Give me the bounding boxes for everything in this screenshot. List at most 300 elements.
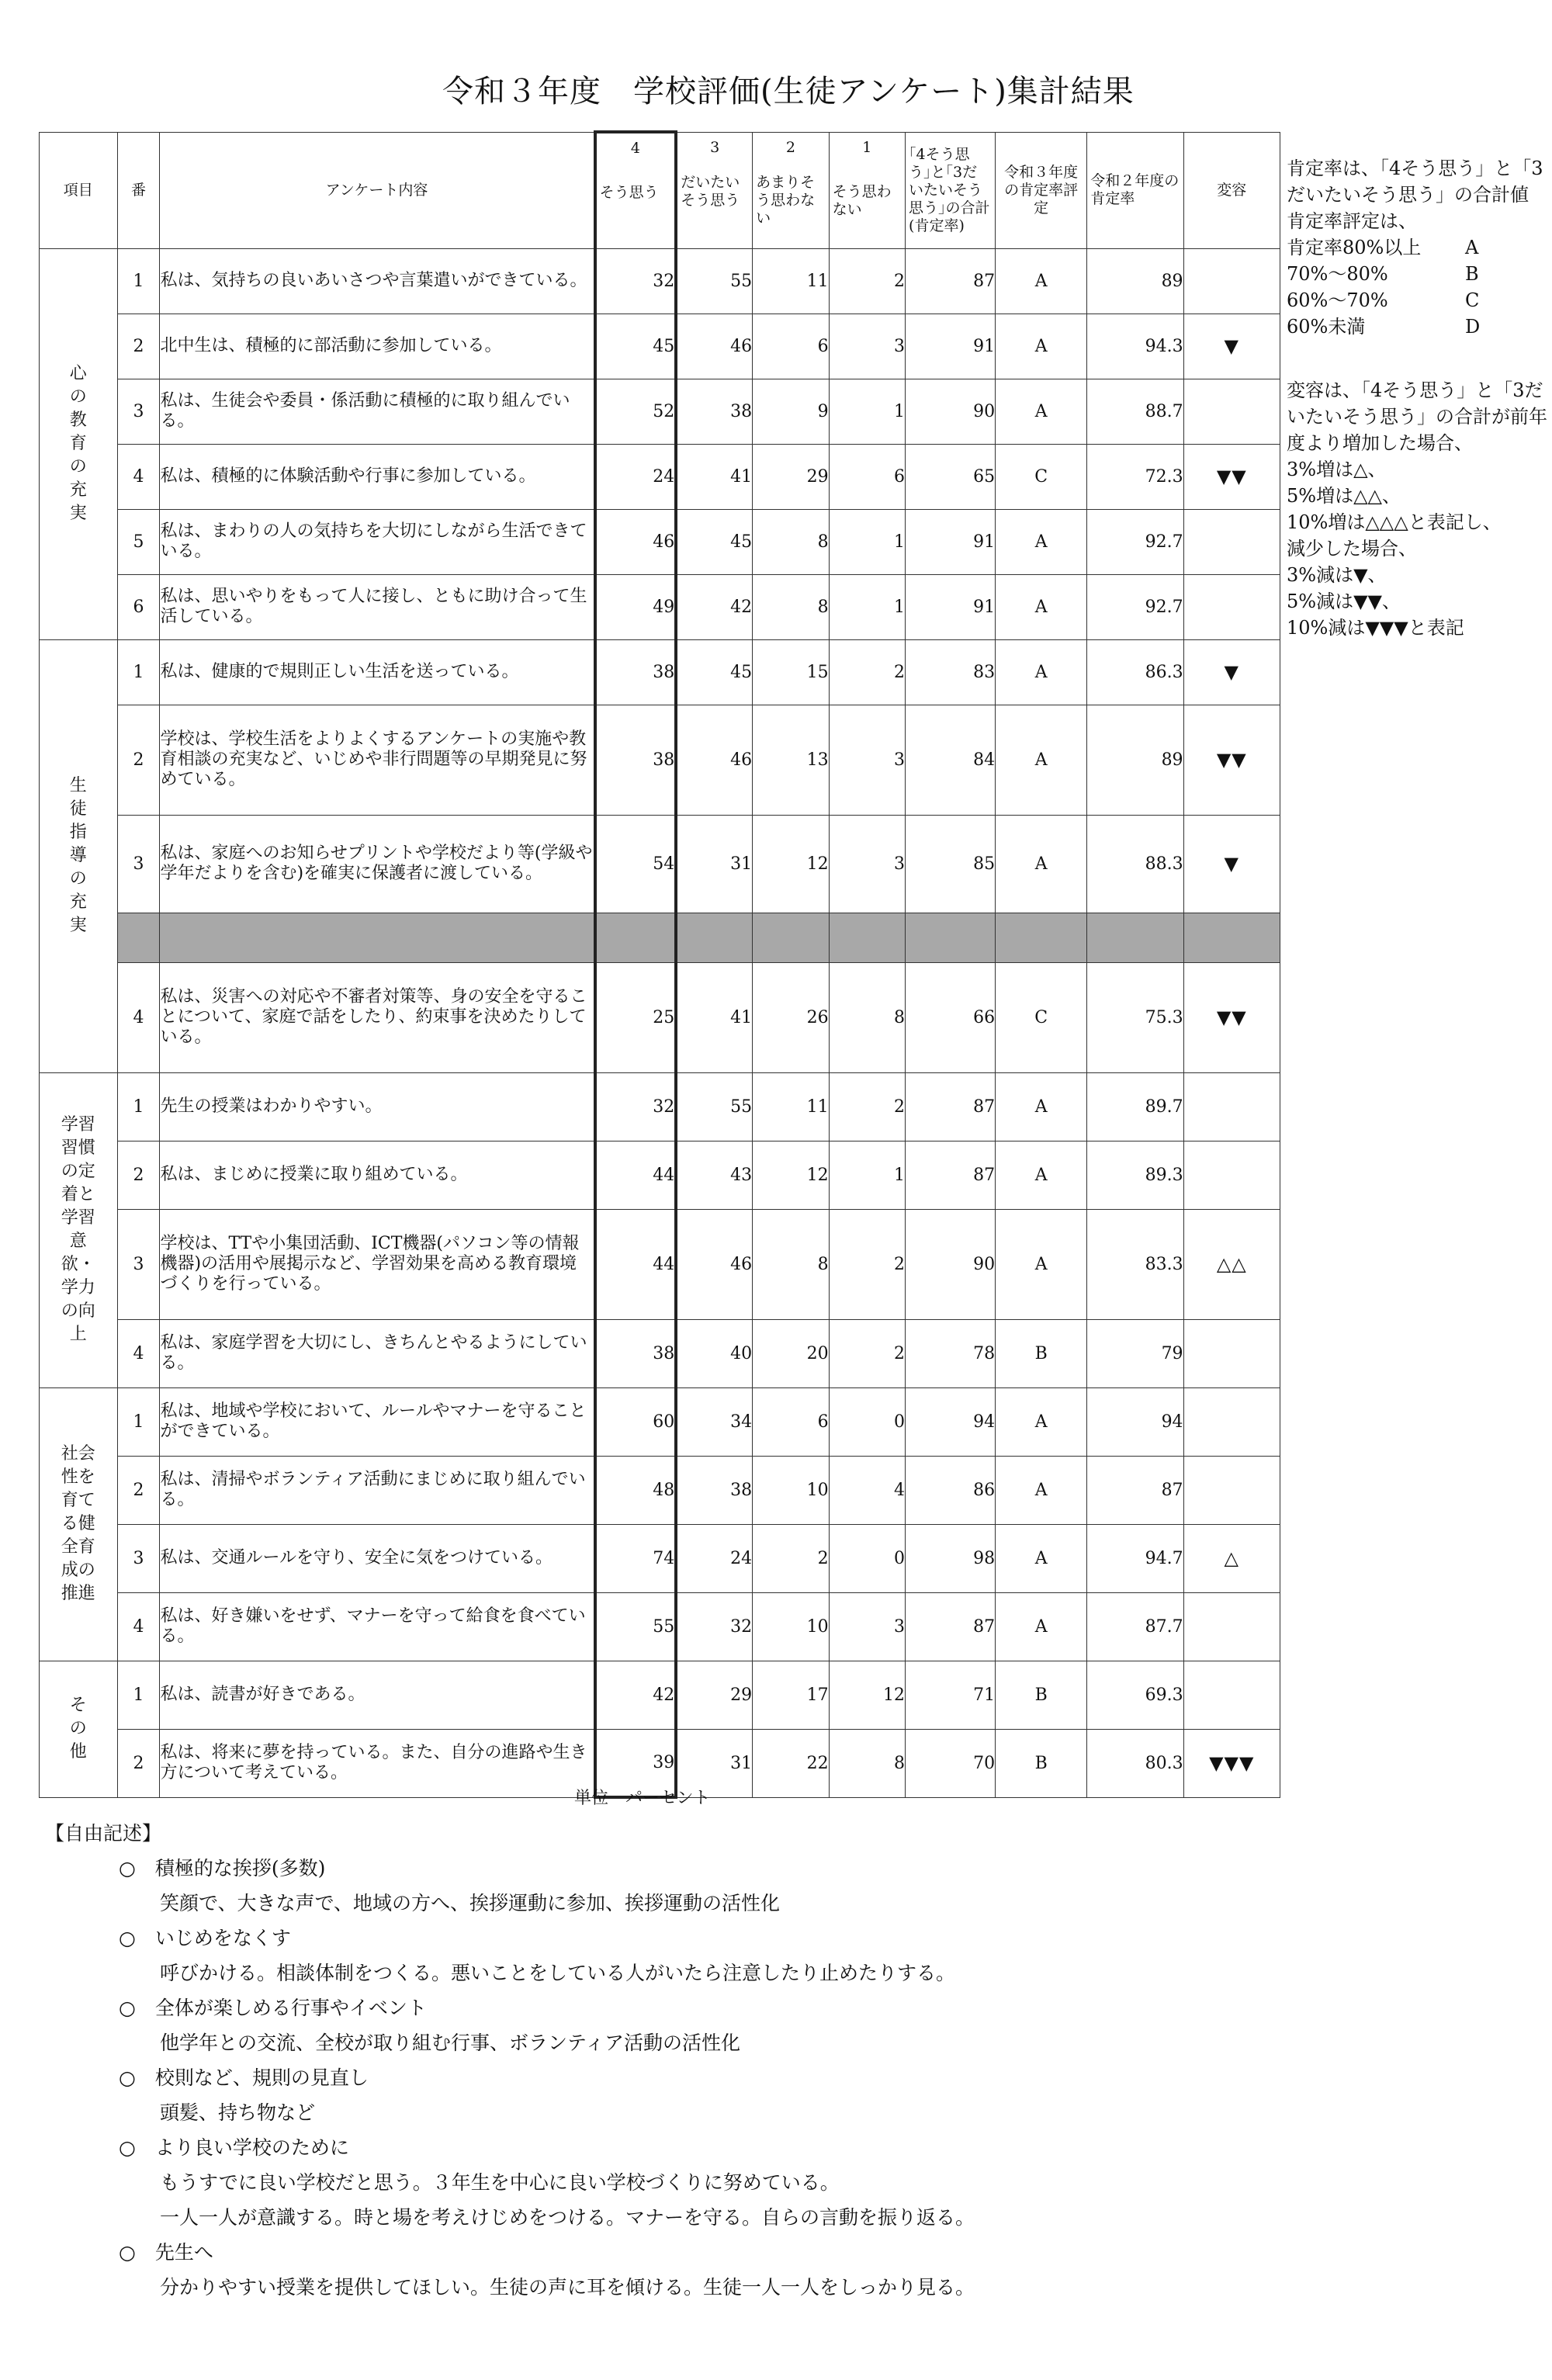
note-change-line: 5%減は▼▼、 [1287, 591, 1401, 612]
table-row [40, 1319, 1280, 1387]
row-no: 2 [117, 705, 160, 815]
row-no: 4 [117, 962, 160, 1072]
question-text: 私は、家庭へのお知らせプリントや学校だより等(学級や学年だよりを含む)を確実に保護者に渡している。 [160, 815, 595, 913]
r2-rate: 92.7 [1087, 509, 1183, 574]
value-2: 10 [753, 1592, 829, 1661]
r2-rate: 89.7 [1087, 1072, 1183, 1141]
comment-title: ○ より良い学校のために [119, 2136, 349, 2159]
table-row [40, 815, 1280, 913]
row-no: 2 [117, 1456, 160, 1524]
value-4: 48 [595, 1456, 677, 1524]
grey-cell [160, 913, 595, 962]
row-no: 2 [117, 314, 160, 379]
value-3: 32 [676, 1592, 752, 1661]
table-row [40, 444, 1280, 509]
value-2: 20 [753, 1319, 829, 1387]
grey-cell [117, 913, 160, 962]
section-label: 生徒指導の充実 [69, 776, 87, 935]
change-mark [1183, 1661, 1280, 1729]
r2-rate: 80.3 [1087, 1729, 1183, 1797]
r3-eval: A [996, 574, 1087, 639]
free-heading: 【自由記述】 [45, 1822, 162, 1845]
question-text: 私は、積極的に体験活動や行事に参加している。 [160, 444, 595, 509]
header-c3-label: だいたいそう思う [681, 173, 740, 209]
header-c1-num: 1 [862, 138, 872, 156]
total-rate: 87 [906, 1072, 996, 1141]
value-3: 46 [676, 705, 752, 815]
table-row [40, 379, 1280, 444]
header-r2rate-label: 令和２年度の肯定率 [1090, 172, 1180, 207]
grade-range: 60%未満 [1287, 316, 1366, 338]
section-label: その他 [69, 1696, 87, 1762]
total-rate: 90 [906, 1209, 996, 1319]
r3-eval: B [996, 1729, 1087, 1797]
value-3: 45 [676, 639, 752, 705]
section-label: 心の教育の充実 [69, 364, 87, 523]
value-2: 13 [753, 705, 829, 815]
r2-rate: 87 [1087, 1456, 1183, 1524]
grade-range: 60%～70% [1287, 289, 1388, 311]
value-3: 34 [676, 1387, 752, 1456]
table-row [40, 314, 1280, 379]
r2-rate: 89 [1087, 248, 1183, 314]
total-rate: 94 [906, 1387, 996, 1456]
value-3: 46 [676, 1209, 752, 1319]
total-rate: 86 [906, 1456, 996, 1524]
header-content: アンケート内容 [160, 132, 595, 248]
value-1: 3 [829, 314, 905, 379]
grey-cell [996, 913, 1087, 962]
row-no: 3 [117, 1524, 160, 1592]
value-2: 29 [753, 444, 829, 509]
change-mark: ▼▼ [1183, 705, 1280, 815]
header-c3 [676, 132, 752, 248]
comment-title: ○ 全体が楽しめる行事やイベント [119, 1997, 427, 2019]
value-1: 8 [829, 962, 905, 1072]
value-3: 45 [676, 509, 752, 574]
value-4: 44 [595, 1209, 677, 1319]
header-item: 項目 [40, 132, 118, 248]
value-1: 2 [829, 1072, 905, 1141]
value-3: 55 [676, 248, 752, 314]
total-rate: 78 [906, 1319, 996, 1387]
comment-title: ○ 積極的な挨拶(多数) [119, 1857, 326, 1879]
grade-letter: D [1465, 316, 1481, 338]
value-4: 38 [595, 1319, 677, 1387]
row-no: 1 [117, 1072, 160, 1141]
value-2: 22 [753, 1729, 829, 1797]
section-label: 社会性を育てる健全育成の推進 [61, 1444, 95, 1603]
grade-row [1287, 287, 1550, 314]
total-rate: 84 [906, 705, 996, 815]
change-mark [1183, 379, 1280, 444]
r3-eval: A [996, 639, 1087, 705]
comment-line: 呼びかける。相談体制をつくる。悪いことをしている人がいたら注意したり止めたりする。 [160, 1962, 956, 1984]
comment-line: 他学年との交流、全校が取り組む行事、ボランティア活動の活性化 [160, 2032, 741, 2054]
comment-title: ○ 校則など、規則の見直し [119, 2066, 369, 2089]
row-no: 1 [117, 639, 160, 705]
comment-title: ○ 先生へ [119, 2241, 213, 2264]
note-change-line: 減少した場合、 [1287, 538, 1417, 559]
value-2: 2 [753, 1524, 829, 1592]
grey-cell [1183, 913, 1280, 962]
header-r3eval-label: 令和３年度の肯定率評定 [1004, 163, 1079, 217]
unit-label: 単位 パーセント [574, 1789, 711, 1808]
question-text: 私は、読書が好きである。 [160, 1661, 595, 1729]
value-1: 3 [829, 705, 905, 815]
value-4: 49 [595, 574, 677, 639]
r2-rate: 88.3 [1087, 815, 1183, 913]
header-c2-num: 2 [785, 138, 795, 156]
value-1: 1 [829, 509, 905, 574]
question-text: 学校は、TTや小集団活動、ICT機器(パソコン等の情報機器)の活用や展掲示など、学習効果を高める教育環境づくりを行っている。 [160, 1209, 595, 1319]
table-row [40, 639, 1280, 705]
question-text: 先生の授業はわかりやすい。 [160, 1072, 595, 1141]
header-no: 番 [117, 132, 160, 248]
change-mark [1183, 1387, 1280, 1456]
header-row [40, 132, 1280, 248]
grade-row [1287, 314, 1550, 340]
value-2: 8 [753, 574, 829, 639]
value-4: 39 [595, 1729, 677, 1797]
grey-cell [595, 913, 677, 962]
grade-row [1287, 261, 1550, 287]
value-2: 11 [753, 248, 829, 314]
value-4: 42 [595, 1661, 677, 1729]
note-change-line: 3%減は▼、 [1287, 564, 1387, 586]
value-2: 8 [753, 509, 829, 574]
change-mark: ▼ [1183, 314, 1280, 379]
table-row [40, 1524, 1280, 1592]
grade-range: 肯定率80%以上 [1287, 237, 1422, 258]
change-mark [1183, 1456, 1280, 1524]
comment-line: 分かりやすい授業を提供してほしい。生徒の声に耳を傾ける。生徒一人一人をしっかり見る。 [160, 2276, 975, 2299]
header-c4 [595, 132, 677, 248]
value-2: 8 [753, 1209, 829, 1319]
value-2: 11 [753, 1072, 829, 1141]
r2-rate: 69.3 [1087, 1661, 1183, 1729]
total-rate: 85 [906, 815, 996, 913]
value-3: 31 [676, 1729, 752, 1797]
question-text: 私は、まじめに授業に取り組めている。 [160, 1141, 595, 1209]
r2-rate: 75.3 [1087, 962, 1183, 1072]
total-rate: 66 [906, 962, 996, 1072]
value-4: 24 [595, 444, 677, 509]
note-positive-rate: 肯定率は、「4そう思う」と「3だいたいそう思う」の合計値 [1287, 158, 1543, 206]
value-1: 0 [829, 1387, 905, 1456]
value-1: 1 [829, 574, 905, 639]
r2-rate: 94 [1087, 1387, 1183, 1456]
value-3: 40 [676, 1319, 752, 1387]
comment-title: ○ いじめをなくす [119, 1927, 291, 1949]
r3-eval: A [996, 1456, 1087, 1524]
section-name [40, 1661, 118, 1797]
question-text: 私は、交通ルールを守り、安全に気をつけている。 [160, 1524, 595, 1592]
header-total [906, 132, 996, 248]
grade-letter: C [1465, 289, 1480, 311]
note-change-line: 5%増は△△、 [1287, 485, 1401, 507]
question-text: 私は、将来に夢を持っている。また、自分の進路や生き方について考えている。 [160, 1729, 595, 1797]
value-2: 9 [753, 379, 829, 444]
section-name [40, 639, 118, 1072]
value-1: 2 [829, 1209, 905, 1319]
row-no: 1 [117, 1387, 160, 1456]
value-2: 6 [753, 1387, 829, 1456]
value-3: 55 [676, 1072, 752, 1141]
change-mark [1183, 248, 1280, 314]
r2-rate: 89 [1087, 705, 1183, 815]
r3-eval: A [996, 1141, 1087, 1209]
row-no: 5 [117, 509, 160, 574]
page-title: 令和３年度 学校評価(生徒アンケート)集計結果 [442, 74, 1135, 109]
header-r3eval [996, 132, 1087, 248]
table-row [40, 1387, 1280, 1456]
free-comments [45, 1816, 975, 2305]
header-c4-label: そう思う [599, 184, 659, 201]
r3-eval: B [996, 1661, 1087, 1729]
value-3: 38 [676, 379, 752, 444]
value-2: 17 [753, 1661, 829, 1729]
question-text: 私は、まわりの人の気持ちを大切にしながら生活できている。 [160, 509, 595, 574]
grade-letter: B [1465, 263, 1479, 285]
r3-eval: A [996, 248, 1087, 314]
change-mark: ▼▼▼ [1183, 1729, 1280, 1797]
r2-rate: 89.3 [1087, 1141, 1183, 1209]
question-text: 私は、家庭学習を大切にし、きちんとやるようにしている。 [160, 1319, 595, 1387]
value-4: 54 [595, 815, 677, 913]
value-1: 6 [829, 444, 905, 509]
value-1: 3 [829, 1592, 905, 1661]
r3-eval: B [996, 1319, 1087, 1387]
value-1: 0 [829, 1524, 905, 1592]
r3-eval: A [996, 1209, 1087, 1319]
value-2: 12 [753, 1141, 829, 1209]
change-mark [1183, 1319, 1280, 1387]
table-row [40, 705, 1280, 815]
value-1: 1 [829, 1141, 905, 1209]
comment-line: 笑顔で、大きな声で、地域の方へ、挨拶運動に参加、挨拶運動の活性化 [160, 1892, 781, 1914]
header-c2 [753, 132, 829, 248]
header-change: 変容 [1183, 132, 1280, 248]
section-name [40, 248, 118, 639]
value-1: 2 [829, 639, 905, 705]
value-1: 2 [829, 1319, 905, 1387]
row-no: 1 [117, 248, 160, 314]
row-no: 4 [117, 1319, 160, 1387]
r3-eval: A [996, 379, 1087, 444]
value-2: 10 [753, 1456, 829, 1524]
grey-separator-row [40, 913, 1280, 962]
table-row [40, 1661, 1280, 1729]
comment-line: 一人一人が意識する。時と場を考えけじめをつける。マナーを守る。自らの言動を振り返る。 [160, 2206, 975, 2229]
note-change: 変容は、「4そう思う」と「3だいたいそう思う」の合計が前年度より増加した場合、 [1287, 379, 1547, 454]
value-4: 32 [595, 248, 677, 314]
grey-cell [676, 913, 752, 962]
r3-eval: A [996, 1387, 1087, 1456]
value-3: 46 [676, 314, 752, 379]
total-rate: 91 [906, 509, 996, 574]
question-text: 私は、清掃やボランティア活動にまじめに取り組んでいる。 [160, 1456, 595, 1524]
value-2: 26 [753, 962, 829, 1072]
value-3: 43 [676, 1141, 752, 1209]
value-3: 38 [676, 1456, 752, 1524]
table-row [40, 962, 1280, 1072]
question-text: 私は、健康的で規則正しい生活を送っている。 [160, 639, 595, 705]
comment-line: もうすでに良い学校だと思う。３年生を中心に良い学校づくりに努めている。 [160, 2171, 840, 2194]
header-c2-label: あまりそう思わない [756, 173, 816, 227]
question-text: 私は、地域や学校において、ルールやマナーを守ることができている。 [160, 1387, 595, 1456]
r3-eval: A [996, 705, 1087, 815]
section-name [40, 1387, 118, 1661]
value-3: 29 [676, 1661, 752, 1729]
value-4: 25 [595, 962, 677, 1072]
total-rate: 90 [906, 379, 996, 444]
total-rate: 98 [906, 1524, 996, 1592]
total-rate: 87 [906, 1592, 996, 1661]
value-2: 6 [753, 314, 829, 379]
question-text: 学校は、学校生活をよりよくするアンケートの実施や教育相談の充実など、いじめや非行問題等の早期発見に努めている。 [160, 705, 595, 815]
header-r2rate [1087, 132, 1183, 248]
change-mark [1183, 1072, 1280, 1141]
value-4: 46 [595, 509, 677, 574]
value-4: 38 [595, 705, 677, 815]
total-rate: 65 [906, 444, 996, 509]
total-rate: 71 [906, 1661, 996, 1729]
table-row [40, 1592, 1280, 1661]
value-3: 42 [676, 574, 752, 639]
r2-rate: 94.7 [1087, 1524, 1183, 1592]
change-mark: ▼ [1183, 639, 1280, 705]
value-4: 45 [595, 314, 677, 379]
r2-rate: 92.7 [1087, 574, 1183, 639]
grey-cell [829, 913, 905, 962]
note-change-line: 10%減は▼▼▼と表記 [1287, 617, 1464, 639]
table-row [40, 1141, 1280, 1209]
question-text: 私は、気持ちの良いあいさつや言葉遣いができている。 [160, 248, 595, 314]
survey-table [39, 130, 1280, 1799]
section-name [40, 1072, 118, 1387]
row-no: 4 [117, 444, 160, 509]
grey-cell [753, 913, 829, 962]
note-change-line: 10%増は△△△と表記し、 [1287, 511, 1502, 533]
value-4: 60 [595, 1387, 677, 1456]
header-c1-label: そう思わない [832, 182, 892, 218]
r3-eval: A [996, 314, 1087, 379]
change-mark: ▼▼ [1183, 444, 1280, 509]
change-mark: ▼ [1183, 815, 1280, 913]
value-1: 4 [829, 1456, 905, 1524]
r3-eval: A [996, 1524, 1087, 1592]
change-mark [1183, 509, 1280, 574]
value-4: 44 [595, 1141, 677, 1209]
value-4: 55 [595, 1592, 677, 1661]
r2-rate: 87.7 [1087, 1592, 1183, 1661]
value-3: 31 [676, 815, 752, 913]
row-no: 3 [117, 379, 160, 444]
header-c3-num: 3 [710, 138, 720, 156]
row-no: 3 [117, 1209, 160, 1319]
value-1: 12 [829, 1661, 905, 1729]
total-rate: 70 [906, 1729, 996, 1797]
change-mark: ▼▼ [1183, 962, 1280, 1072]
value-1: 8 [829, 1729, 905, 1797]
value-2: 15 [753, 639, 829, 705]
value-1: 3 [829, 815, 905, 913]
r2-rate: 79 [1087, 1319, 1183, 1387]
total-rate: 83 [906, 639, 996, 705]
legend-notes [1287, 155, 1550, 641]
r3-eval: A [996, 1072, 1087, 1141]
header-c4-num: 4 [630, 140, 640, 157]
question-text: 北中生は、積極的に部活動に参加している。 [160, 314, 595, 379]
table-row [40, 1456, 1280, 1524]
r2-rate: 83.3 [1087, 1209, 1183, 1319]
value-3: 41 [676, 962, 752, 1072]
row-no: 2 [117, 1141, 160, 1209]
value-1: 1 [829, 379, 905, 444]
grade-letter: A [1465, 237, 1479, 258]
value-3: 24 [676, 1524, 752, 1592]
value-3: 41 [676, 444, 752, 509]
row-no: 1 [117, 1661, 160, 1729]
table-row [40, 509, 1280, 574]
section-label: 学習習慣の定着と学習意欲・学力の向上 [61, 1115, 95, 1344]
value-4: 38 [595, 639, 677, 705]
table-row [40, 574, 1280, 639]
total-rate: 87 [906, 248, 996, 314]
comment-line: 頭髪、持ち物など [160, 2101, 316, 2124]
header-c1 [829, 132, 905, 248]
change-mark: △ [1183, 1524, 1280, 1592]
value-4: 32 [595, 1072, 677, 1141]
value-2: 12 [753, 815, 829, 913]
row-no: 3 [117, 815, 160, 913]
r2-rate: 72.3 [1087, 444, 1183, 509]
header-total-label: ｢4そう思う｣と｢3だいたいそう思う｣の合計(肯定率) [909, 145, 990, 234]
total-rate: 91 [906, 574, 996, 639]
question-text: 私は、思いやりをもって人に接し、ともに助け合って生活している。 [160, 574, 595, 639]
question-text: 私は、災害への対応や不審者対策等、身の安全を守ることについて、家庭で話をしたり、約束事を決めたりしている。 [160, 962, 595, 1072]
change-mark [1183, 1592, 1280, 1661]
value-1: 2 [829, 248, 905, 314]
table-row [40, 1209, 1280, 1319]
value-4: 74 [595, 1524, 677, 1592]
note-change-line: 3%増は△、 [1287, 459, 1387, 480]
value-4: 52 [595, 379, 677, 444]
r3-eval: C [996, 962, 1087, 1072]
total-rate: 91 [906, 314, 996, 379]
row-no: 2 [117, 1729, 160, 1797]
r3-eval: A [996, 1592, 1087, 1661]
grey-cell [1087, 913, 1183, 962]
row-no: 4 [117, 1592, 160, 1661]
r2-rate: 88.7 [1087, 379, 1183, 444]
change-mark [1183, 1141, 1280, 1209]
question-text: 私は、生徒会や委員・係活動に積極的に取り組んでいる。 [160, 379, 595, 444]
table-row [40, 1072, 1280, 1141]
question-text: 私は、好き嫌いをせず、マナーを守って給食を食べている。 [160, 1592, 595, 1661]
change-mark [1183, 574, 1280, 639]
r3-eval: C [996, 444, 1087, 509]
r2-rate: 86.3 [1087, 639, 1183, 705]
total-rate: 87 [906, 1141, 996, 1209]
r3-eval: A [996, 815, 1087, 913]
r3-eval: A [996, 509, 1087, 574]
grey-cell [906, 913, 996, 962]
note-eval-heading: 肯定率評定は、 [1287, 210, 1417, 232]
grade-range: 70%～80% [1287, 263, 1388, 285]
change-mark: △△ [1183, 1209, 1280, 1319]
